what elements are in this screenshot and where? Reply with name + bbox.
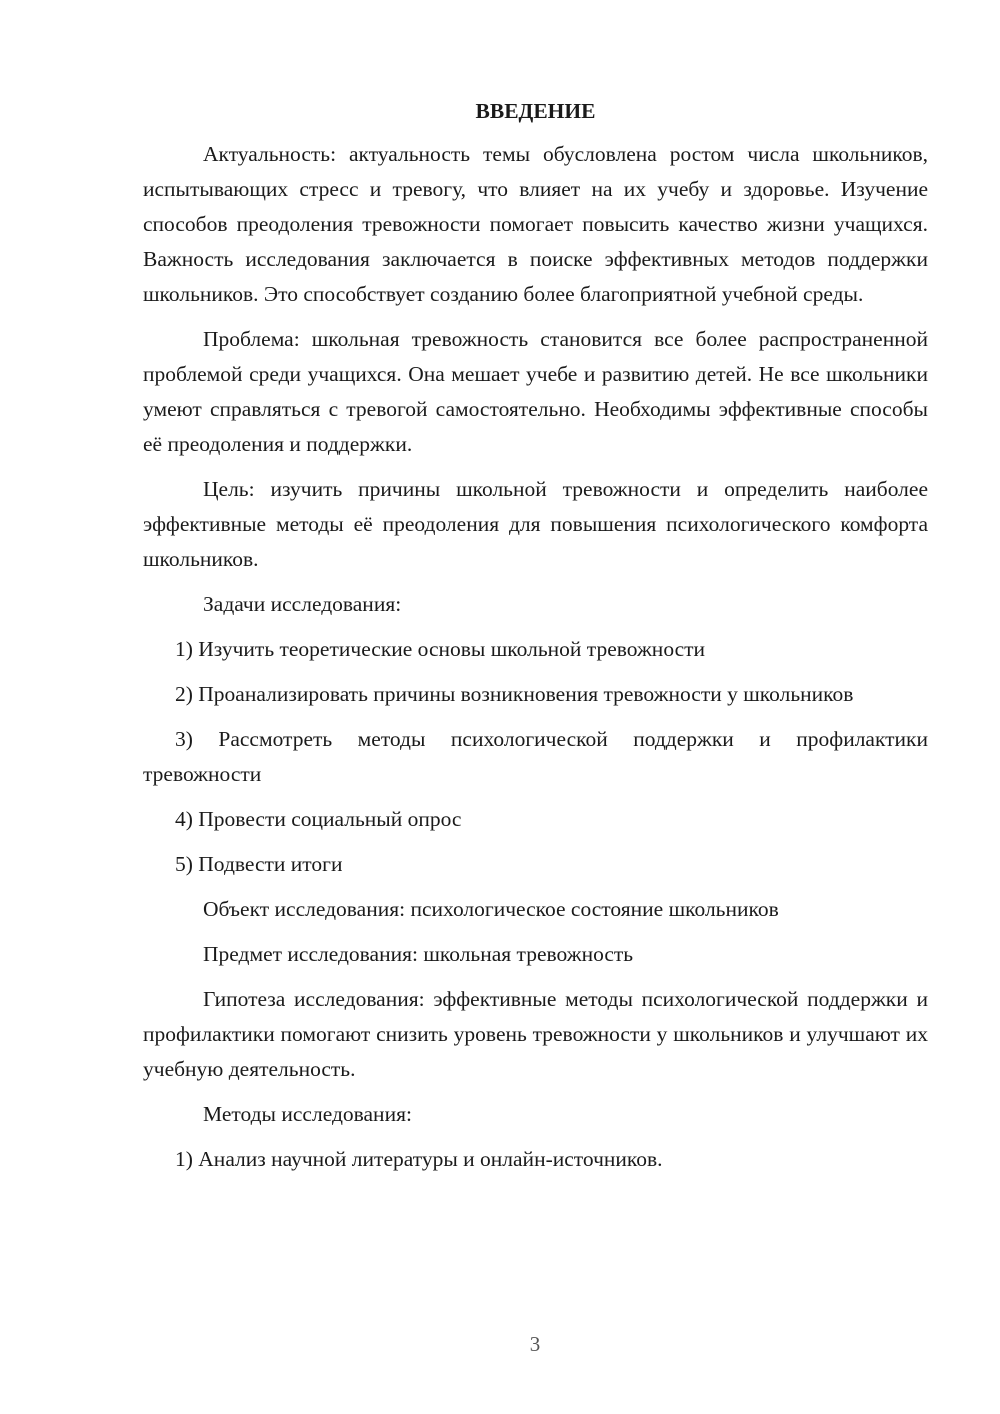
page-number: 3: [529, 1332, 541, 1356]
tasks-label: Задачи исследования:: [203, 592, 402, 616]
methods-label: Методы исследования:: [203, 1102, 412, 1126]
task-item-1: 1) Изучить теоретические основы школьной тревожности: [175, 637, 706, 661]
page-title: ВВЕДЕНИЕ: [475, 99, 596, 123]
hypothesis-paragraph: Гипотеза исследования: эффективные методы психологической поддержки и профилактики помогают снизить уровень тревожности у школьников и улучшают их учебную деятельность.: [143, 987, 928, 1081]
goal-paragraph: Цель: изучить причины школьной тревожности и определить наиболее эффективные методы её преодоления для повышения психологического комфорта школьников.: [143, 477, 928, 571]
document-page: [143, 95, 928, 1187]
problem-paragraph: Проблема: школьная тревожность становится все более распространенной проблемой среди учащихся. Она мешает учебе и развитию детей. Не все школьники умеют справляться с тревогой самостоятельно. Необходимы эффективные способы её преодоления и поддержки.: [143, 327, 928, 456]
object-paragraph: Объект исследования: психологическое состояние школьников: [203, 897, 779, 921]
subject-paragraph: Предмет исследования: школьная тревожность: [203, 942, 634, 966]
task-item-4: 4) Провести социальный опрос: [175, 807, 462, 831]
task-item-5: 5) Подвести итоги: [175, 852, 343, 876]
task-item-2: 2) Проанализировать причины возникновения тревожности у школьников: [175, 682, 854, 706]
relevance-paragraph: Актуальность: актуальность темы обусловлена ростом числа школьников, испытывающих стресс и тревогу, что влияет на их учебу и здоровье. Изучение способов преодоления тревожности помогает повысить качество жизни учащихся. Важность исследования заключается в поиске эффективных методов поддержки школьников. Это способствует созданию более благоприятной учебной среды.: [143, 142, 928, 306]
task-item-3: 3) Рассмотреть методы психологической поддержки и профилактики тревожности: [143, 727, 928, 786]
method-item-1: 1) Анализ научной литературы и онлайн-источников.: [175, 1147, 663, 1171]
